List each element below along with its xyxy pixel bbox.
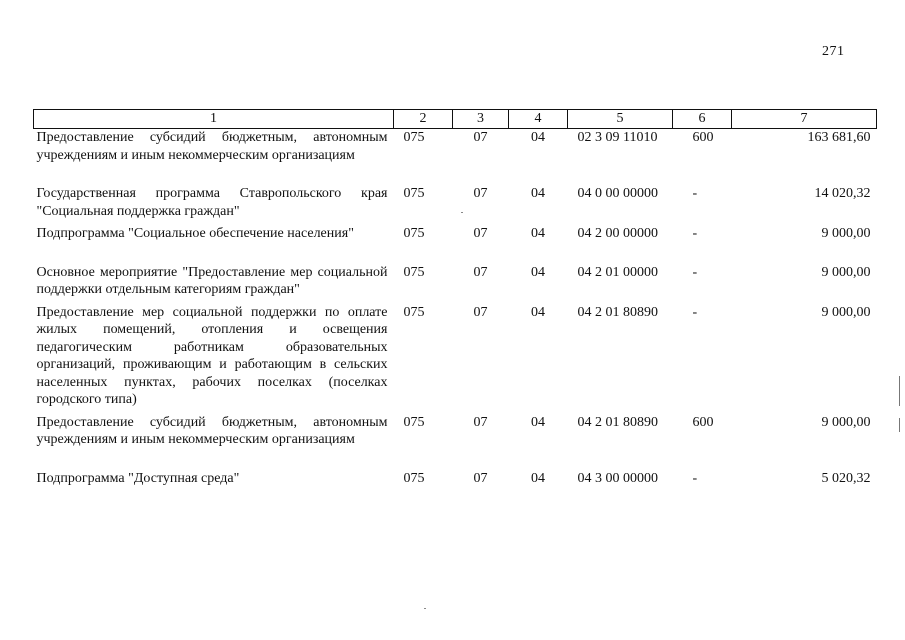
row-amount: 9 000,00 xyxy=(821,414,871,430)
row-target-code: 04 0 00 00000 xyxy=(577,186,658,201)
row-admin-code: 075 xyxy=(403,470,425,486)
col-header-5: 5 xyxy=(568,110,673,129)
row-target-code: 02 3 09 11010 xyxy=(577,130,658,145)
row-section: 07 xyxy=(473,264,488,280)
row-admin-code: 075 xyxy=(403,186,425,201)
row-name: Государственная программа Ставропольского края "Социальная поддержка граждан" xyxy=(36,186,388,219)
page-number: 271 xyxy=(822,44,845,59)
col-header-6: 6 xyxy=(673,110,732,129)
col-header-3: 3 xyxy=(453,110,509,129)
row-admin-code: 075 xyxy=(403,414,425,430)
scan-margin-mark xyxy=(899,376,900,406)
row-name: Предоставление субсидий бюджетным, автономным учреждениям и иным некоммерческим организациям xyxy=(36,414,388,447)
col-header-2: 2 xyxy=(394,110,453,129)
row-admin-code: 075 xyxy=(403,130,425,145)
row-section: 07 xyxy=(473,130,488,145)
row-admin-code: 075 xyxy=(403,226,425,241)
row-amount: 9 000,00 xyxy=(821,264,871,280)
row-amount: 9 000,00 xyxy=(821,226,871,241)
row-admin-code: 075 xyxy=(403,304,425,320)
header-row xyxy=(34,110,877,129)
row-subsection: 04 xyxy=(531,264,545,280)
budget-table xyxy=(33,109,877,492)
row-amount: 9 000,00 xyxy=(821,304,871,320)
table-row xyxy=(34,185,877,225)
scan-speck xyxy=(424,608,426,609)
row-subsection: 04 xyxy=(531,226,545,241)
row-name: Предоставление мер социальной поддержки по оплате жилых помещений, отопления и освещения педагогическим работникам образовательных организаций, проживающим и работающим в сельских населенных пунктах, рабочих поселках (поселках городского типа) xyxy=(36,304,388,407)
scan-margin-mark xyxy=(899,418,900,432)
row-expense-type: - xyxy=(692,226,698,241)
table-row xyxy=(34,225,877,264)
table-row xyxy=(34,304,877,414)
table-row xyxy=(34,414,877,470)
row-expense-type: - xyxy=(692,186,698,201)
col-header-4: 4 xyxy=(509,110,568,129)
row-target-code: 04 2 01 80890 xyxy=(577,414,658,430)
row-target-code: 04 2 01 00000 xyxy=(577,264,658,280)
row-section: 07 xyxy=(473,414,488,430)
row-subsection: 04 xyxy=(531,414,545,430)
row-amount: 163 681,60 xyxy=(807,130,871,145)
row-expense-type: 600 xyxy=(692,414,714,430)
row-section: 07 xyxy=(473,304,488,320)
row-name: Предоставление субсидий бюджетным, автономным учреждениям и иным некоммерческим организациям xyxy=(36,130,388,163)
scan-speck xyxy=(461,212,463,213)
row-subsection: 04 xyxy=(531,130,545,145)
table-row xyxy=(34,264,877,304)
row-target-code: 04 2 01 80890 xyxy=(577,304,658,320)
row-expense-type: - xyxy=(692,470,698,486)
row-amount: 14 020,32 xyxy=(814,186,871,201)
row-target-code: 04 3 00 00000 xyxy=(577,470,658,486)
row-subsection: 04 xyxy=(531,470,545,486)
row-section: 07 xyxy=(473,226,488,241)
col-header-1: 1 xyxy=(34,110,394,129)
row-admin-code: 075 xyxy=(403,264,425,280)
row-subsection: 04 xyxy=(531,186,545,201)
row-name: Подпрограмма "Социальное обеспечение населения" xyxy=(36,226,354,241)
row-section: 07 xyxy=(473,470,488,486)
row-subsection: 04 xyxy=(531,304,545,320)
row-target-code: 04 2 00 00000 xyxy=(577,226,658,241)
row-amount: 5 020,32 xyxy=(821,470,871,486)
table-row xyxy=(34,129,877,186)
row-name: Основное мероприятие "Предоставление мер социальной поддержки отдельным категориям граждан" xyxy=(36,264,388,297)
row-expense-type: 600 xyxy=(692,130,714,145)
row-expense-type: - xyxy=(692,304,698,320)
col-header-7: 7 xyxy=(732,110,877,129)
row-expense-type: - xyxy=(692,264,698,280)
table-row xyxy=(34,470,877,493)
row-section: 07 xyxy=(473,186,488,201)
row-name: Подпрограмма "Доступная среда" xyxy=(36,470,240,486)
